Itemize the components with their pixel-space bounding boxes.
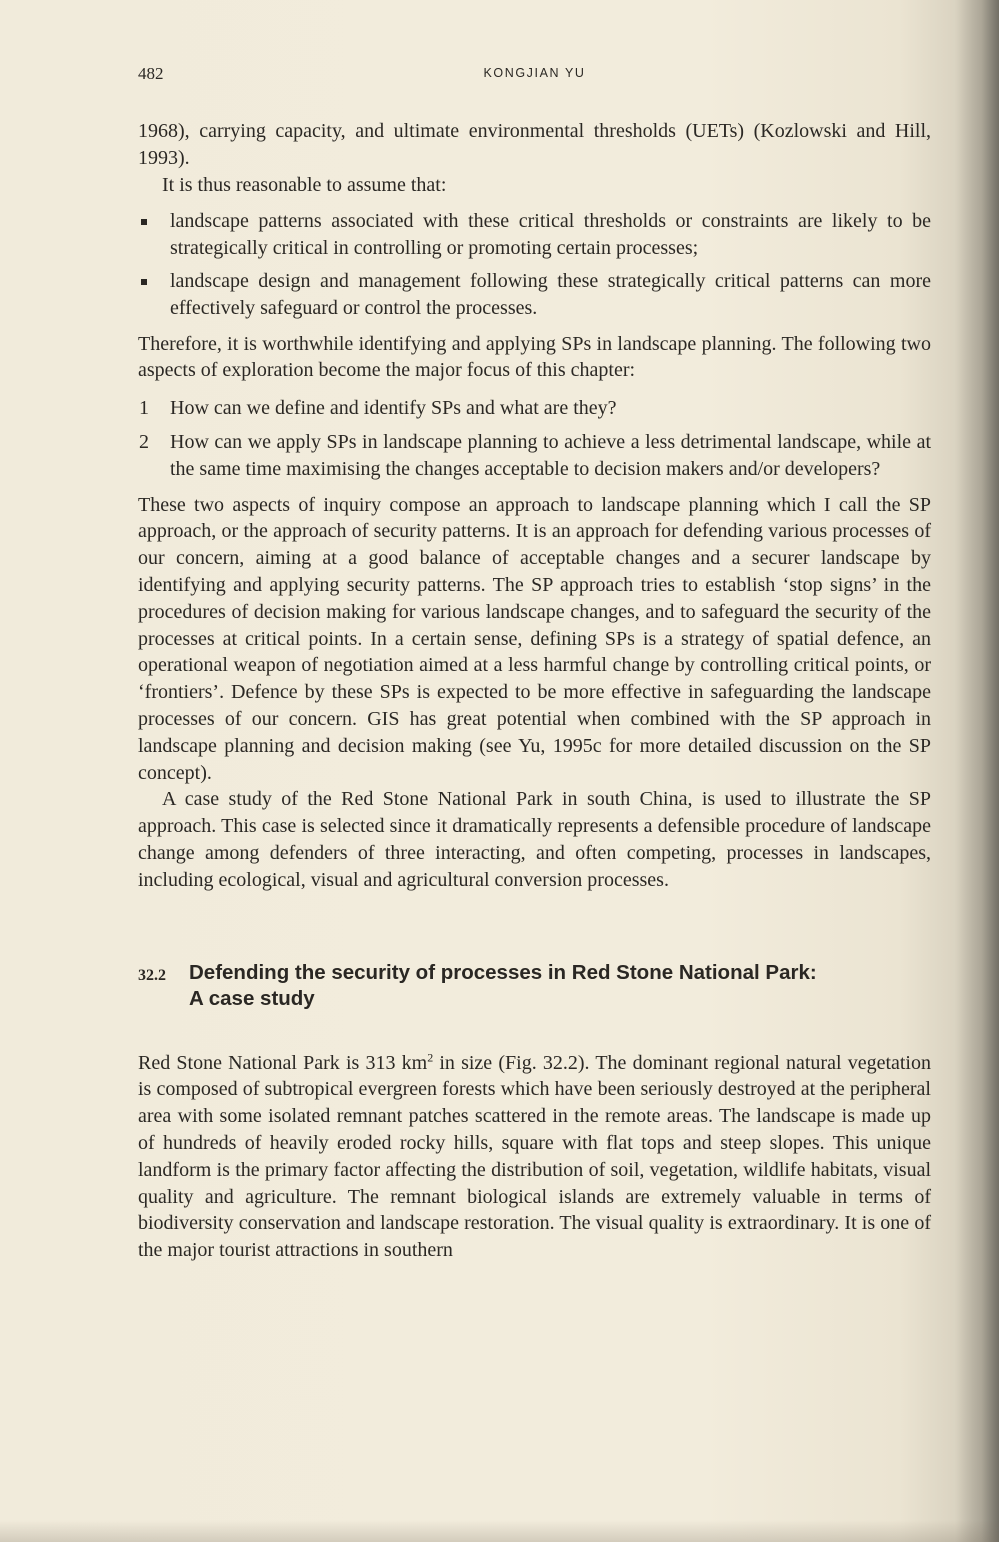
running-head-author: KONGJIAN YU [483,66,586,80]
paragraph-assume: It is thus reasonable to assume that: [162,173,447,196]
bullet-item [138,268,931,322]
item-number: 1 [139,397,149,420]
page-gutter-shadow [955,0,999,1542]
page-body [138,118,931,1264]
section-number: 32.2 [138,966,166,984]
bullet-text: landscape patterns associated with these critical thresholds or constraints are likely to be strategically critical in controlling or promoting certain processes; [170,210,931,260]
paragraph-therefore: Therefore, it is worthwhile identifying and applying SPs in landscape planning. The following two aspects of exploration become the major focus of this chapter: [138,332,931,382]
running-head [138,64,931,86]
bullet-marker-icon [141,279,147,285]
numbered-item [138,429,931,483]
bullet-text: landscape design and management following these strategically critical patterns can more effectively safeguard or control the processes. [170,269,931,319]
bullet-item [138,208,931,262]
paragraph-start: Red Stone National Park is 313 km [138,1051,428,1074]
page-number: 482 [138,64,164,83]
item-text: How can we apply SPs in landscape planning to achieve a less detrimental landscape, while at the same time maximising the changes acceptable to decision makers and/or developers? [170,430,931,480]
section-title-line-1: Defending the security of processes in Red Stone National Park: [189,960,817,984]
numbered-list [138,395,931,482]
paragraph-red-stone [138,1050,931,1264]
item-text: How can we define and identify SPs and what are they? [170,397,617,420]
paragraph-case-study: A case study of the Red Stone National Park in south China, is used to illustrate the SP approach. This case is selected since it dramatically represents a defensible procedure of landscape change among defenders of three interacting, and often competing, processes in landscapes, including ecological, visual and agricultural conversion processes. [138,788,931,891]
paragraph-intro: 1968), carrying capacity, and ultimate environmental thresholds (UETs) (Kozlowski and Hill, 1993). [138,120,931,169]
page-bottom-shadow [0,1520,999,1542]
item-number: 2 [139,430,149,453]
paragraph-inquiry: These two aspects of inquiry compose an approach to landscape planning which I call the SP approach, or the approach of security patterns. It is an approach for defending various processes of our concern, aiming at a good balance of acceptable changes and a securer landscape by identifying and applying security patterns. The SP approach tries to establish ‘stop signs’ in the procedures of decision making for various landscape changes, and to safeguard the security of the processes at critical points. In a certain sense, defining SPs is a strategy of spatial defence, an operational weapon of negotiation aimed at a less harmful change by controlling critical points, or ‘frontiers’. Defence by these SPs is expected to be more effective in safeguarding the landscape processes of our concern. GIS has great potential when combined with the SP approach in landscape planning and decision making (see Yu, 1995c for more detailed discussion on the SP concept). [138,493,931,784]
paragraph-rest: in size (Fig. 32.2). The dominant regional natural vegetation is composed of subtropical evergreen forests which have been seriously destroyed at the peripheral area with some isolated remnant patches scattered in the remote areas. The landscape is made up of hundreds of heavily eroded rocky hills, square with flat tops and steep slopes. This unique landform is the primary factor affecting the distribution of soil, vegetation, wildlife habitats, visual quality and agriculture. The remnant biological islands are extremely valuable in terms of biodiversity conservation and landscape restoration. The visual quality is extraordinary. It is one of the major tourist attractions in southern [138,1051,931,1262]
bullet-list [138,208,931,321]
section-title-line-2: A case study [189,986,315,1010]
superscript-two: 2 [427,1049,434,1064]
bullet-marker-icon [141,219,147,225]
section-heading [138,960,931,1012]
numbered-item [138,395,931,422]
